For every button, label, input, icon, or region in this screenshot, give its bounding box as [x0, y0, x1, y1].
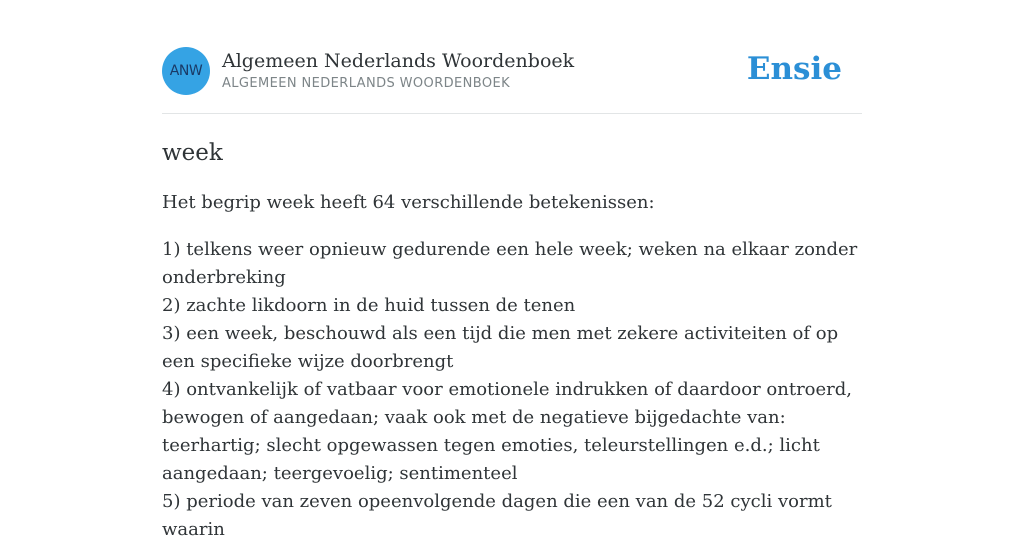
meaning-item: 4) ontvankelijk of vatbaar voor emotionele indrukken of daardoor ontroerd, bewogen of aangedaan; vaak ook met de negatieve bijgedachte van: teerhartig; slecht opgewassen tegen emoties, teleurstellingen e.d.; licht aangedaan; teergevoelig; sentimenteel: [162, 379, 853, 484]
header-divider: [162, 113, 862, 114]
source-subtitle: ALGEMEEN NEDERLANDS WOORDENBOEK: [222, 75, 511, 91]
logo-text: ANW: [169, 63, 203, 79]
source-info: [222, 49, 747, 94]
meaning-item: 2) zachte likdoorn in de huid tussen de tenen: [162, 295, 576, 316]
meanings-list: [162, 236, 862, 544]
site-header: [162, 46, 862, 96]
entry-word: week: [162, 140, 223, 166]
meaning-item: 3) een week, beschouwd als een tijd die men met zekere activiteiten of op een specifieke wijze doorbrengt: [162, 323, 839, 372]
anw-logo[interactable]: [162, 47, 210, 95]
entry-intro: Het begrip week heeft 64 verschillende betekenissen:: [162, 192, 655, 213]
ensie-logo[interactable]: Ensie: [746, 51, 842, 87]
page: [162, 0, 862, 544]
meaning-item: 1) telkens weer opnieuw gedurende een hele week; weken na elkaar zonder onderbreking: [162, 239, 858, 288]
source-title[interactable]: Algemeen Nederlands Woordenboek: [222, 49, 575, 72]
meaning-item: 5) periode van zeven opeenvolgende dagen die een van de 52 cycli vormt waarin: [162, 491, 832, 540]
